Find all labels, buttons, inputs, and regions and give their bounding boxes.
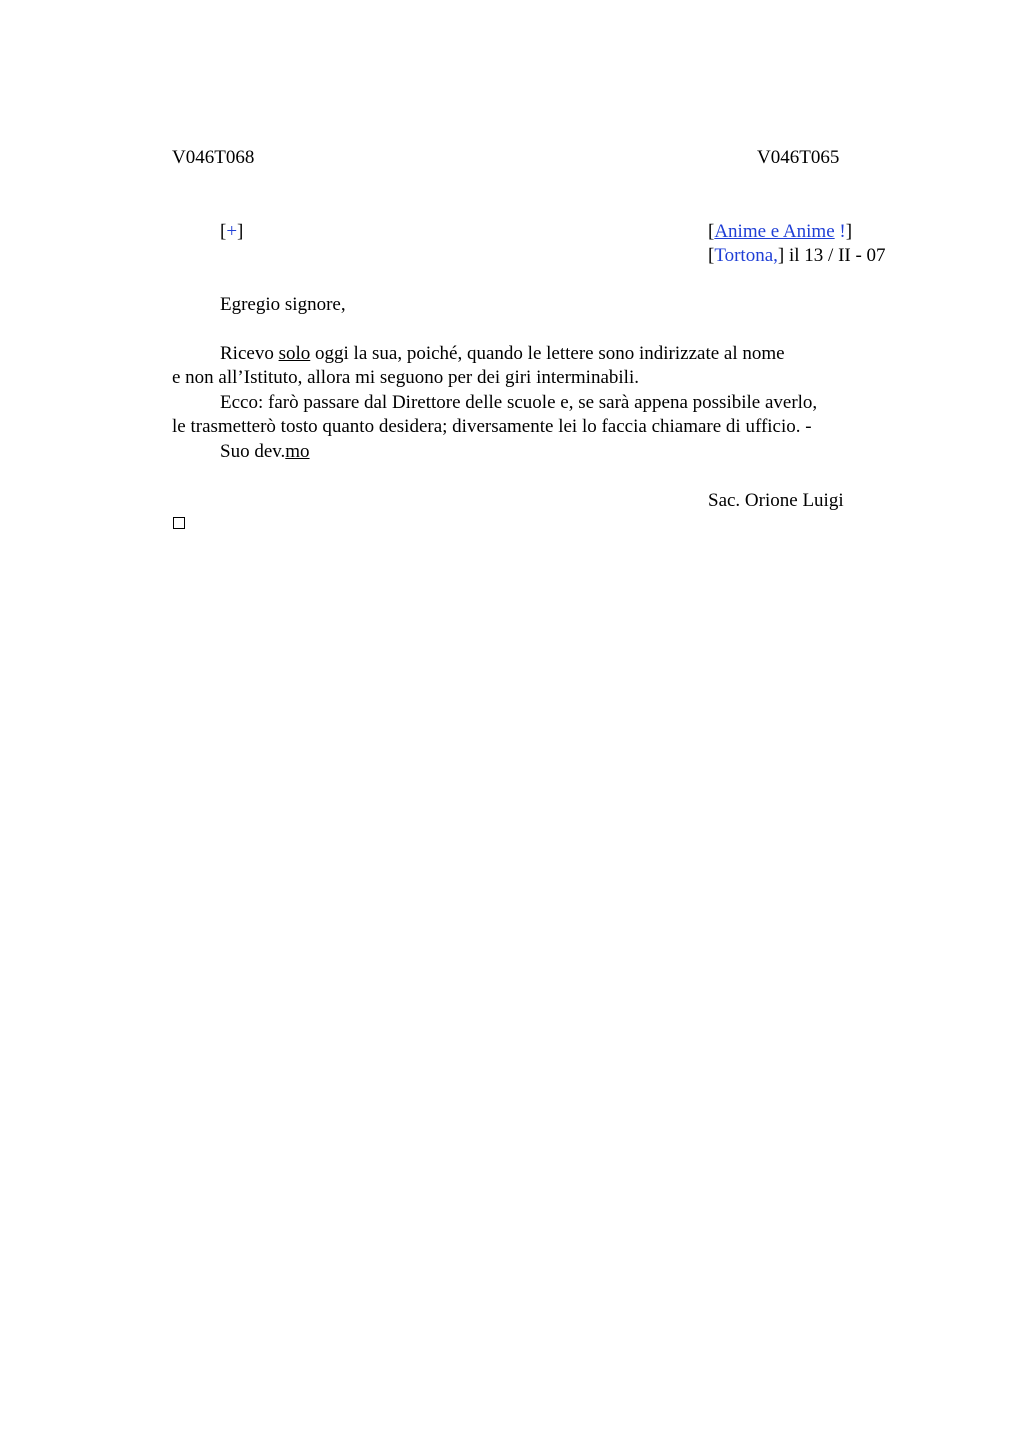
bracket-close: ]: [237, 221, 244, 242]
exclamation-mark: !: [839, 221, 846, 242]
salutation: Egregio signore,: [220, 294, 346, 315]
signature: Sac. Orione Luigi: [708, 490, 844, 511]
motto-annotation: [708, 220, 852, 244]
place-name: Tortona,: [714, 245, 778, 266]
text-run: Ricevo: [220, 343, 279, 364]
paragraph-1-line-1: [220, 342, 785, 366]
document-code-left: V046T068: [172, 147, 255, 168]
bracket-close: ]: [845, 221, 853, 242]
place-date-line: [708, 244, 886, 268]
cross-annotation: [220, 220, 243, 244]
end-square-icon: [173, 517, 185, 529]
text-run: oggi la sua, poiché, quando le lettere sono indirizzate al nome: [310, 343, 785, 364]
bracket-open: [: [708, 245, 715, 266]
cross-mark: +: [226, 221, 238, 242]
bracket-open: [: [220, 221, 227, 242]
underlined-word: solo: [278, 343, 311, 364]
paragraph-2-line-1: Ecco: farò passare dal Direttore delle scuole e, se sarà appena possibile averlo,: [220, 392, 818, 413]
motto-link[interactable]: Anime e Anime: [714, 221, 835, 242]
text-run: Suo dev.: [220, 441, 286, 462]
paragraph-2-line-2: le trasmetterò tosto quanto desidera; diversamente lei lo faccia chiamare di ufficio. -: [172, 416, 812, 437]
closing: [220, 440, 310, 464]
document-code-right: V046T065: [757, 147, 840, 168]
paragraph-1-line-2: e non all’Istituto, allora mi seguono per dei giri interminabili.: [172, 367, 639, 388]
letter-date: ] il 13 / II - 07: [777, 245, 886, 266]
underlined-suffix: mo: [285, 441, 310, 462]
bracket-open: [: [708, 221, 715, 242]
